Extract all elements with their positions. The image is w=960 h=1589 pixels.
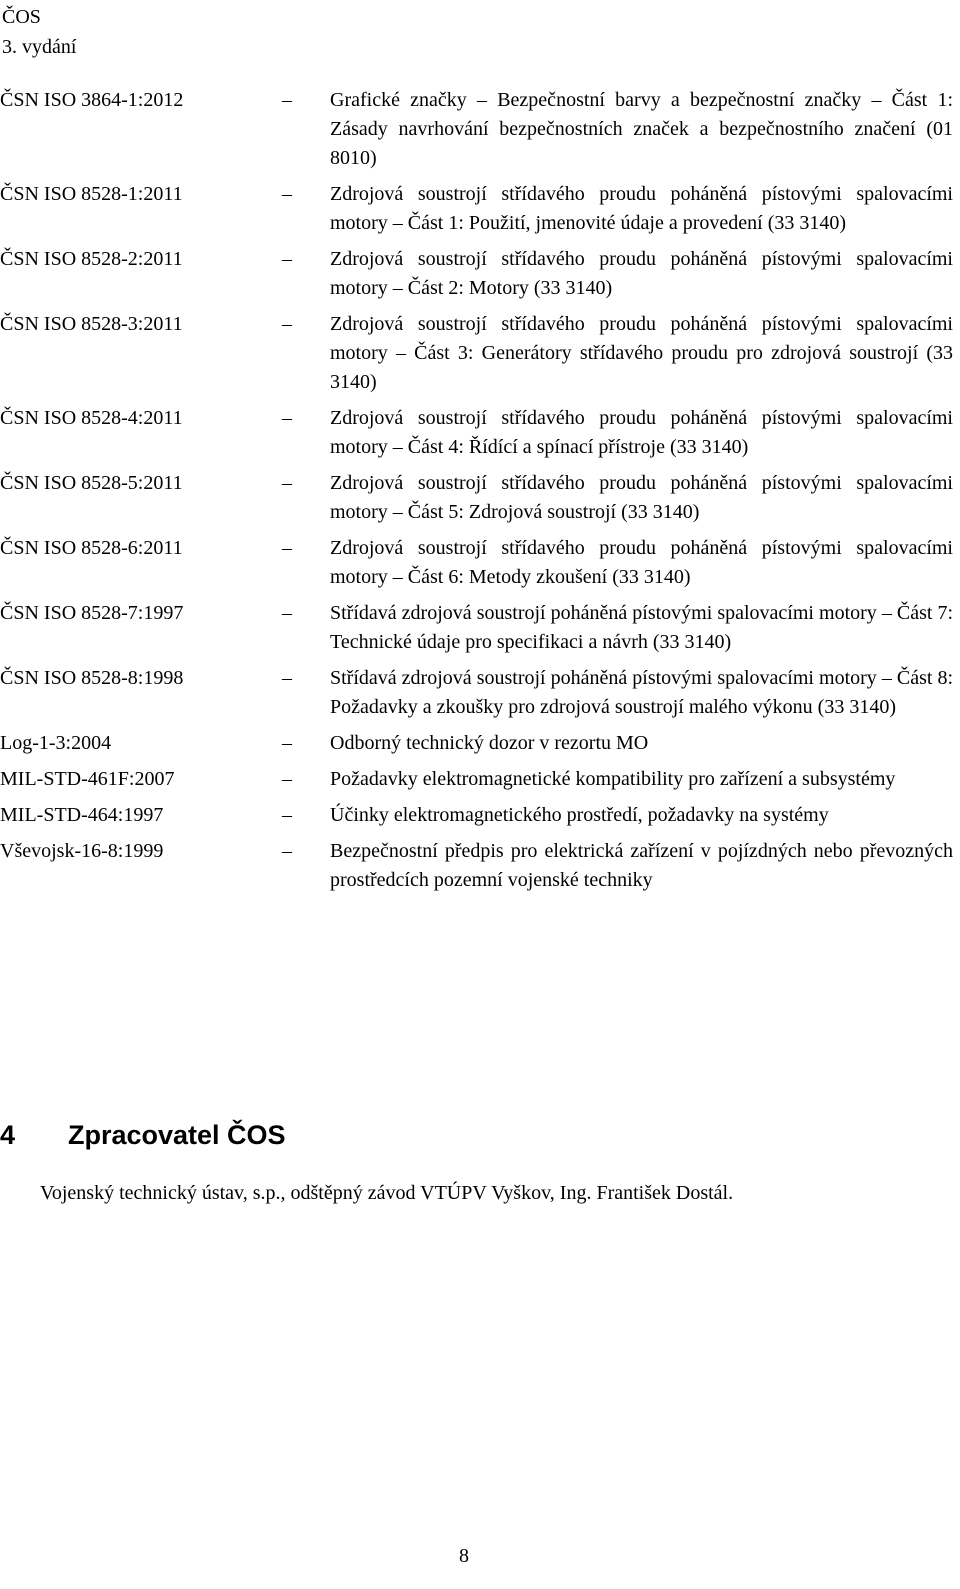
reference-code: ČSN ISO 8528-6:2011 [0, 537, 183, 559]
reference-title: Grafické značky – Bezpečnostní barvy a bezpečnostní značky – Část 1: Zásady navrhování bezpečnostních značek a bezpečnostního značení (01 8010) [330, 89, 953, 169]
reference-code: ČSN ISO 8528-1:2011 [0, 183, 183, 205]
reference-item [0, 86, 960, 173]
reference-dash: – [282, 732, 292, 754]
reference-title: Zdrojová soustrojí střídavého proudu poháněná pístovými spalovacími motory – Část 5: Zdrojová soustrojí (33 3140) [330, 472, 953, 523]
reference-title: Zdrojová soustrojí střídavého proudu poháněná pístovými spalovacími motory – Část 3: Generátory střídavého proudu pro zdrojová soustrojí (33 3140) [330, 313, 953, 393]
reference-dash: – [282, 472, 292, 494]
reference-item [0, 310, 960, 397]
reference-dash: – [282, 768, 292, 790]
reference-title: Střídavá zdrojová soustrojí poháněná pístovými spalovacími motory – Část 7: Technické údaje pro specifikaci a návrh (33 3140) [330, 602, 953, 653]
reference-dash: – [282, 537, 292, 559]
reference-code: ČSN ISO 8528-2:2011 [0, 248, 183, 270]
reference-code: ČSN ISO 8528-5:2011 [0, 472, 183, 494]
reference-title: Zdrojová soustrojí střídavého proudu poháněná pístovými spalovacími motory – Část 6: Metody zkoušení (33 3140) [330, 537, 953, 588]
reference-item [0, 245, 960, 303]
reference-item [0, 180, 960, 238]
reference-dash: – [282, 602, 292, 624]
reference-dash: – [282, 248, 292, 270]
reference-title: Zdrojová soustrojí střídavého proudu poháněná pístovými spalovacími motory – Část 2: Motory (33 3140) [330, 248, 953, 299]
reference-code: MIL-STD-461F:2007 [0, 768, 175, 790]
section-title: Zpracovatel ČOS [68, 1120, 286, 1150]
reference-title: Zdrojová soustrojí střídavého proudu poháněná pístovými spalovacími motory – Část 1: Použití, jmenovité údaje a provedení (33 3140) [330, 183, 953, 234]
section-heading [0, 1117, 286, 1153]
reference-code: ČSN ISO 8528-7:1997 [0, 602, 184, 624]
reference-item [0, 599, 960, 657]
reference-item [0, 664, 960, 722]
reference-dash: – [282, 804, 292, 826]
reference-dash: – [282, 183, 292, 205]
page-number: 8 [459, 1545, 469, 1567]
reference-code: ČSN ISO 3864-1:2012 [0, 89, 184, 111]
document-edition: 3. vydání [2, 36, 77, 58]
reference-code: ČSN ISO 8528-3:2011 [0, 313, 183, 335]
reference-item [0, 729, 960, 758]
reference-item [0, 837, 960, 895]
document-title: ČOS [2, 6, 41, 28]
reference-dash: – [282, 667, 292, 689]
reference-item [0, 534, 960, 592]
reference-code: MIL-STD-464:1997 [0, 804, 164, 826]
reference-list [0, 86, 960, 895]
reference-title: Odborný technický dozor v rezortu MO [330, 732, 649, 754]
reference-dash: – [282, 89, 292, 111]
reference-item [0, 469, 960, 527]
reference-title: Bezpečnostní předpis pro elektrická zařízení v pojízdných nebo převozných prostředcích pozemní vojenské techniky [330, 840, 953, 891]
section-number: 4 [0, 1120, 16, 1150]
reference-dash: – [282, 840, 292, 862]
reference-item [0, 801, 960, 830]
reference-item [0, 404, 960, 462]
reference-title: Účinky elektromagnetického prostředí, požadavky na systémy [330, 804, 829, 826]
reference-title: Zdrojová soustrojí střídavého proudu poháněná pístovými spalovacími motory – Část 4: Řídící a spínací přístroje (33 3140) [330, 407, 953, 458]
document-header [2, 2, 76, 62]
reference-title: Požadavky elektromagnetické kompatibility pro zařízení a subsystémy [330, 768, 896, 790]
reference-code: Vševojsk-16-8:1999 [0, 840, 164, 862]
reference-dash: – [282, 407, 292, 429]
reference-code: ČSN ISO 8528-4:2011 [0, 407, 183, 429]
reference-code: ČSN ISO 8528-8:1998 [0, 667, 184, 689]
reference-code: Log-1-3:2004 [0, 732, 112, 754]
processor-text: Vojenský technický ústav, s.p., odštěpný závod VTÚPV Vyškov, Ing. František Dostál. [40, 1182, 734, 1204]
reference-dash: – [282, 313, 292, 335]
reference-title: Střídavá zdrojová soustrojí poháněná pístovými spalovacími motory – Část 8: Požadavky a zkoušky pro zdrojová soustrojí malého výkonu (33 3140) [330, 667, 953, 718]
reference-item [0, 765, 960, 794]
